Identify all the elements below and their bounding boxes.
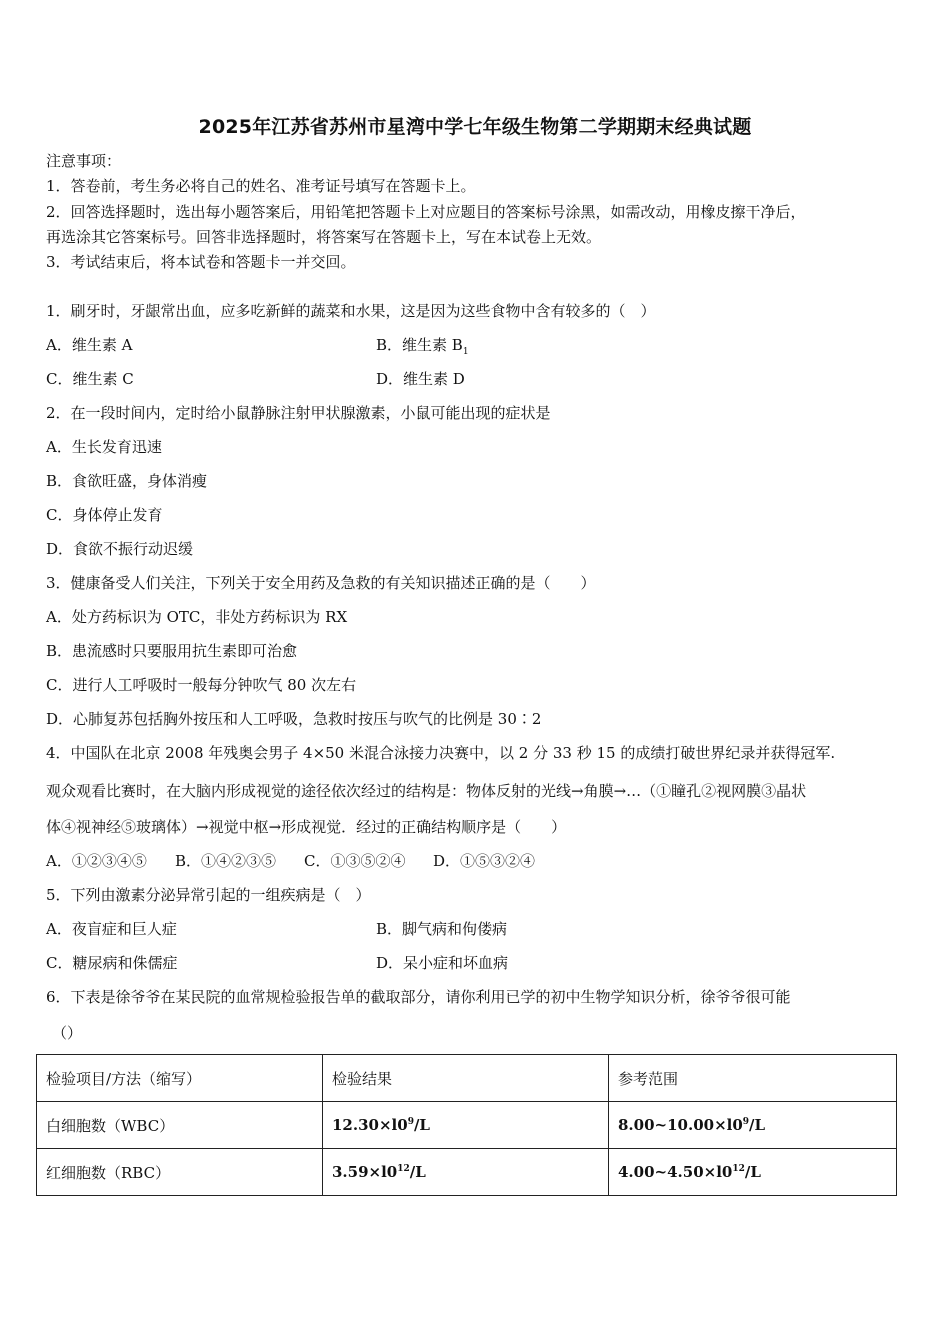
table-header-cell: 检验结果 xyxy=(323,1055,609,1102)
notice-item: 1．答卷前，考生务必将自己的姓名、准考证号填写在答题卡上。 xyxy=(46,177,476,195)
q4-option-b: B．①④②③⑤ xyxy=(175,852,277,870)
question-6-stem-line: 6．下表是徐爷爷在某民院的血常规检验报告单的截取部分，请你利用已学的初中生物学知识分析，徐爷爷很可能 xyxy=(46,988,791,1006)
result-value: 12.30×l0 xyxy=(332,1116,408,1134)
table-cell-item: 白细胞数（WBC） xyxy=(37,1102,323,1149)
q1-option-b xyxy=(376,335,469,362)
q5-option-a: A．夜盲症和巨人症 xyxy=(46,920,177,938)
q3-option-d: D．心肺复苏包括胸外按压和人工呼吸，急救时按压与吹气的比例是 30∶2 xyxy=(46,710,542,728)
range-value: 8.00~10.00×l0 xyxy=(618,1116,743,1134)
q4-option-a: A．①②③④⑤ xyxy=(46,852,147,870)
range-exponent: 9 xyxy=(742,1117,750,1127)
q4-option-d: D．①⑤③②④ xyxy=(433,852,536,870)
table-header-cell: 检验项目/方法（缩写） xyxy=(37,1055,323,1102)
question-3-stem: 3．健康备受人们关注，下列关于安全用药及急救的有关知识描述正确的是（ ） xyxy=(46,574,596,592)
notice-item: 2．回答选择题时，选出每小题答案后，用铅笔把答题卡上对应题目的答案标号涂黑，如需改动，用橡皮擦干净后， xyxy=(46,203,806,221)
notice-item: 再选涂其它答案标号。回答非选择题时，将答案写在答题卡上，写在本试卷上无效。 xyxy=(46,228,602,246)
q3-option-c: C．进行人工呼吸时一般每分钟吹气 80 次左右 xyxy=(46,676,357,694)
range-value: 4.00~4.50×l0 xyxy=(618,1163,733,1181)
q1-option-b-text: B．维生素 B xyxy=(376,336,463,354)
q3-option-b: B．患流感时只要服用抗生素即可治愈 xyxy=(46,642,298,660)
q2-option-c: C．身体停止发育 xyxy=(46,506,163,524)
blood-test-table xyxy=(36,1054,897,1196)
range-unit: /L xyxy=(744,1163,761,1181)
range-exponent: 12 xyxy=(732,1164,745,1174)
q5-option-d: D．呆小症和坏血病 xyxy=(376,954,509,972)
page-title: 2025年江苏省苏州市星湾中学七年级生物第二学期期末经典试题 xyxy=(198,116,752,138)
question-4-stem-line: 观众观看比赛时，在大脑内形成视觉的途径依次经过的结构是：物体反射的光线→角膜→…（①瞳孔②视网膜③晶状 xyxy=(46,782,807,800)
range-unit: /L xyxy=(749,1116,766,1134)
q2-option-b: B．食欲旺盛，身体消瘦 xyxy=(46,472,208,490)
table-cell-item: 红细胞数（RBC） xyxy=(37,1149,323,1196)
table-row xyxy=(37,1149,897,1196)
q2-option-d: D．食欲不振行动迟缓 xyxy=(46,540,194,558)
result-exponent: 9 xyxy=(407,1117,414,1127)
question-4-stem-line: 4．中国队在北京 2008 年残奥会男子 4×50 米混合泳接力决赛中，以 2 分 33 秒 15 的成绩打破世界纪录并获得冠军. xyxy=(46,744,836,762)
q5-option-c: C．糖尿病和侏儒症 xyxy=(46,954,178,972)
q4-option-c: C．①③⑤②④ xyxy=(304,852,406,870)
table-header-row xyxy=(37,1055,897,1102)
table-header-cell: 参考范围 xyxy=(609,1055,897,1102)
result-exponent: 12 xyxy=(397,1164,410,1174)
question-4-stem-line: 体④视神经⑤玻璃体）→视觉中枢→形成视觉．经过的正确结构顺序是（ ） xyxy=(46,818,567,836)
q5-option-b: B．脚气病和佝偻病 xyxy=(376,920,508,938)
result-unit: /L xyxy=(413,1116,430,1134)
notice-heading: 注意事项： xyxy=(46,152,122,170)
table-cell-result xyxy=(323,1102,609,1149)
q1-option-c: C．维生素 C xyxy=(46,370,134,388)
table-cell-result xyxy=(323,1149,609,1196)
q1-option-a: A．维生素 A xyxy=(46,336,133,354)
table-row xyxy=(37,1102,897,1149)
result-value: 3.59×l0 xyxy=(332,1163,398,1181)
question-1-stem: 1．刷牙时，牙龈常出血，应多吃新鲜的蔬菜和水果，这是因为这些食物中含有较多的（ ） xyxy=(46,302,656,320)
question-2-stem: 2．在一段时间内，定时给小鼠静脉注射甲状腺激素，小鼠可能出现的症状是 xyxy=(46,404,551,422)
table-cell-range xyxy=(609,1102,897,1149)
notice-item: 3．考试结束后，将本试卷和答题卡一并交回。 xyxy=(46,253,356,271)
question-5-stem: 5．下列由激素分泌异常引起的一组疾病是（ ） xyxy=(46,886,371,904)
q1-option-d: D．维生素 D xyxy=(376,370,465,388)
q2-option-a: A．生长发育迅速 xyxy=(46,438,162,456)
q1-option-b-subscript: 1 xyxy=(462,347,469,357)
table-cell-range xyxy=(609,1149,897,1196)
question-6-stem-line: （） xyxy=(52,1024,83,1042)
result-unit: /L xyxy=(409,1163,426,1181)
q3-option-a: A．处方药标识为 OTC，非处方药标识为 RX xyxy=(46,608,348,626)
